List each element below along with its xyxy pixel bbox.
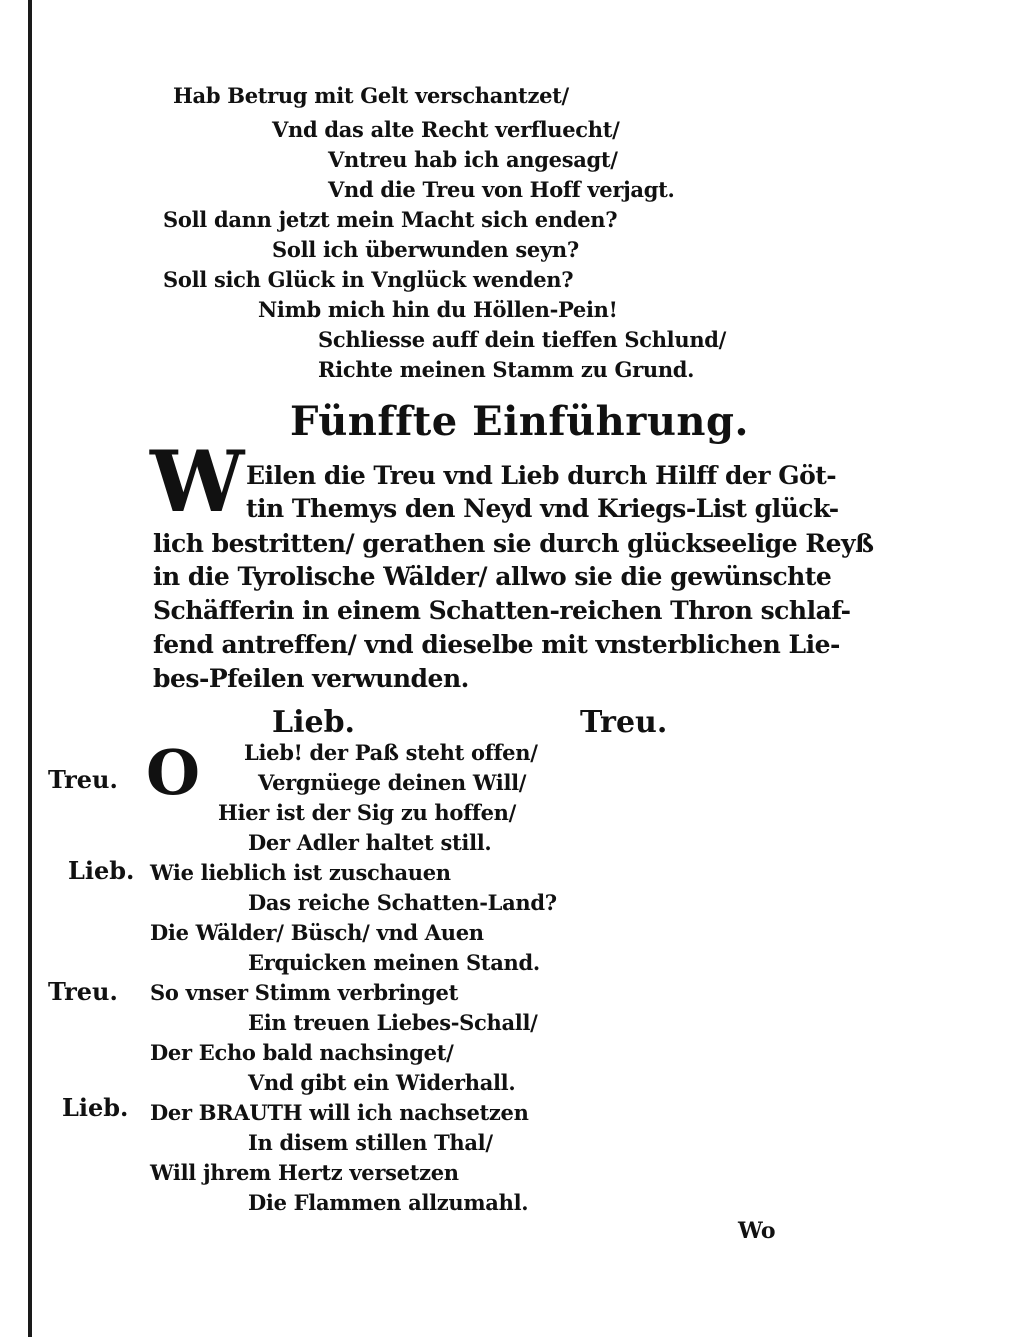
verse-line: Schliesse auff dein tieffen Schlund/	[318, 327, 727, 352]
verse-line: Hab Betrug mit Gelt verschantzet/	[173, 83, 569, 108]
dialogue-line: Erquicken meinen Stand.	[248, 950, 540, 975]
verse-line: Vnd die Treu von Hoff verjagt.	[328, 177, 675, 202]
verse-line: Soll sich Glück in Vnglück wenden?	[163, 267, 574, 292]
dialogue-line: Wie lieblich ist zuschauen	[150, 860, 451, 885]
cast-heading-treu: Treu.	[580, 705, 668, 740]
dialogue-line: Der Echo bald nachsinget/	[150, 1040, 454, 1065]
dialogue-line: Der Adler haltet still.	[248, 830, 492, 855]
verse-line: Vntreu hab ich angesagt/	[328, 147, 618, 172]
verse-line: Soll ich überwunden seyn?	[272, 237, 579, 262]
speaker-label: Treu.	[48, 765, 118, 794]
dialogue-drop-cap: O	[146, 736, 201, 809]
prose-line: bes-Pfeilen verwunden.	[153, 664, 469, 693]
dialogue-line: So vnser Stimm verbringet	[150, 980, 458, 1005]
verse-line: Richte meinen Stamm zu Grund.	[318, 357, 695, 382]
verse-line: Soll dann jetzt mein Macht sich enden?	[163, 207, 618, 232]
dialogue-line: In disem stillen Thal/	[248, 1130, 493, 1155]
speaker-label: Treu.	[48, 977, 118, 1006]
prose-line: tin Themys den Neyd vnd Kriegs-List glück-	[246, 494, 839, 523]
section-heading: Fünffte Einführung.	[290, 398, 749, 445]
verse-line: Vnd das alte Recht verfluecht/	[272, 117, 620, 142]
page-edge-shadow	[28, 0, 32, 1337]
catchword: Wo	[738, 1218, 776, 1244]
prose-line: fend antreffen/ vnd dieselbe mit vnsterblichen Lie-	[153, 630, 840, 659]
dialogue-line: Die Wälder/ Büsch/ vnd Auen	[150, 920, 484, 945]
dialogue-line: Ein treuen Liebes-Schall/	[248, 1010, 538, 1035]
dialogue-line: Der BRAUTH will ich nachsetzen	[150, 1100, 529, 1125]
dialogue-line: Die Flammen allzumahl.	[248, 1190, 529, 1215]
verse-line: Nimb mich hin du Höllen-Pein!	[258, 297, 618, 322]
prose-line: Eilen die Treu vnd Lieb durch Hilff der Göt-	[246, 461, 837, 490]
prose-line: lich bestritten/ gerathen sie durch glückseelige Reyß	[153, 529, 874, 558]
drop-cap-initial: W	[150, 432, 245, 531]
dialogue-line: Hier ist der Sig zu hoffen/	[218, 800, 516, 825]
speaker-label: Lieb.	[68, 856, 135, 885]
prose-line: in die Tyrolische Wälder/ allwo sie die gewünschte	[153, 562, 832, 591]
dialogue-line: Will jhrem Hertz versetzen	[150, 1160, 459, 1185]
dialogue-line: Lieb! der Paß steht offen/	[244, 740, 538, 765]
dialogue-line: Das reiche Schatten-Land?	[248, 890, 557, 915]
dialogue-line: Vergnüege deinen Will/	[258, 770, 527, 795]
cast-heading-lieb: Lieb.	[272, 705, 355, 740]
prose-line: Schäfferin in einem Schatten-reichen Thron schlaf-	[153, 596, 851, 625]
dialogue-line: Vnd gibt ein Widerhall.	[248, 1070, 516, 1095]
speaker-label: Lieb.	[62, 1093, 129, 1122]
